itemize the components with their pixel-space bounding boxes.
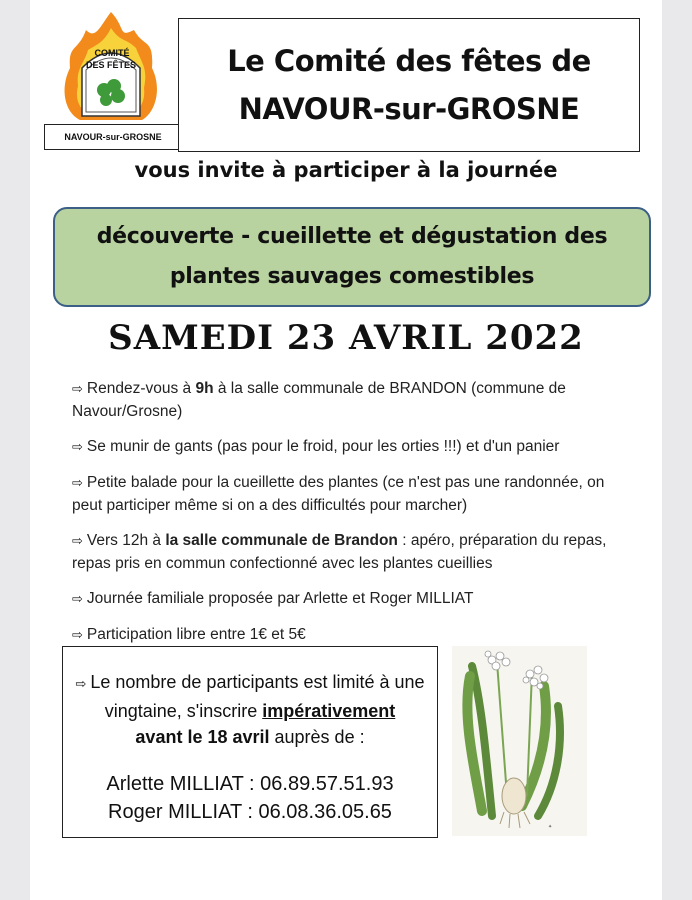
contact-roger: Roger MILLIAT : 06.08.36.05.65 (108, 801, 392, 823)
right-arrow-icon: ⇨ (72, 382, 83, 397)
plant-icon (452, 646, 587, 836)
flame-logo-icon (56, 8, 166, 124)
event-date: SAMEDI 23 AVRIL 2022 (108, 318, 584, 358)
title-box (178, 18, 640, 152)
svg-text:✦: ✦ (548, 825, 553, 830)
info-list (72, 378, 632, 660)
list-item: ⇨ Journée familiale proposée par Arlette et Roger MILLIAT (72, 590, 474, 607)
registration-text: ⇨ Le nombre de participants est limité à une vingtaine, s'inscrire impérativement avant le 18 avril auprès de : (75, 672, 425, 747)
title-line-2: NAVOUR-sur-GROSNE (238, 92, 580, 126)
list-item: ⇨ Petite balade pour la cueillette des plantes (ce n'est pas une randonnée, on peut participer même si on a des difficultés pour marcher) (72, 474, 605, 514)
contact-arlette: Arlette MILLIAT : 06.89.57.51.93 (106, 773, 394, 795)
title-line-1: Le Comité des fêtes de (227, 44, 591, 78)
comite-logo (56, 8, 166, 124)
list-item: ⇨ Vers 12h à la salle communale de Brandon : apéro, préparation du repas, repas pris en commun confectionné avec les plantes cueillies (72, 532, 607, 572)
right-arrow-icon: ⇨ (72, 440, 83, 455)
event-line-2: plantes sauvages comestibles (169, 264, 535, 289)
logo-caption: NAVOUR-sur-GROSNE (44, 124, 182, 150)
list-item: ⇨ Se munir de gants (pas pour le froid, pour les orties !!!) et d'un panier (72, 438, 560, 455)
contacts (63, 770, 437, 826)
registration-box (62, 646, 438, 838)
right-arrow-icon: ⇨ (75, 677, 87, 692)
invite-text: vous invite à participer à la journée (134, 158, 558, 182)
svg-text:DES FÊTES: DES FÊTES (85, 60, 137, 70)
list-item: ⇨ Participation libre entre 1€ et 5€ (72, 626, 306, 643)
wild-garlic-illustration (452, 646, 587, 836)
svg-text:COMITÉ: COMITÉ (94, 48, 130, 58)
right-arrow-icon: ⇨ (72, 476, 83, 491)
right-arrow-icon: ⇨ (72, 628, 83, 643)
right-arrow-icon: ⇨ (72, 534, 83, 549)
list-item: ⇨ Rendez-vous à 9h à la salle communale de BRANDON (commune de Navour/Grosne) (72, 380, 566, 420)
right-arrow-icon: ⇨ (72, 592, 83, 607)
event-line-1: découverte - cueillette et dégustation des (96, 224, 608, 249)
event-box (53, 207, 651, 307)
